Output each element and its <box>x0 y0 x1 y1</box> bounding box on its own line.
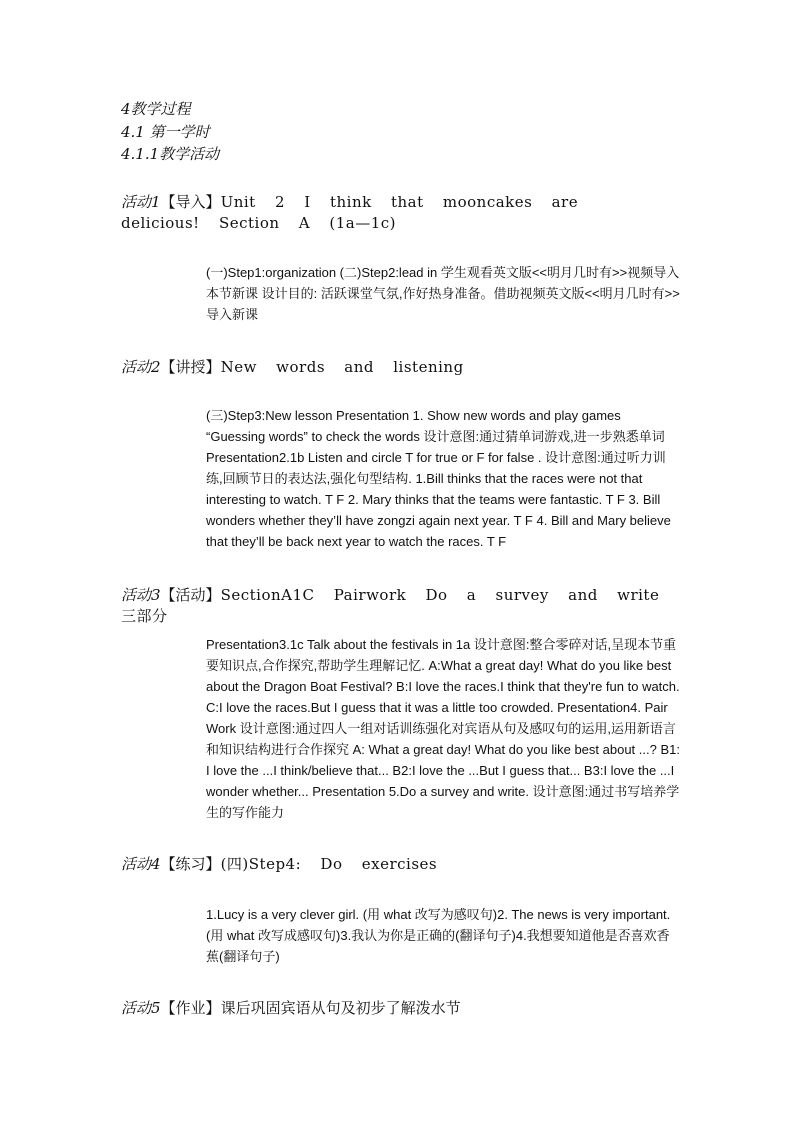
activity-5-heading <box>121 998 661 1019</box>
activity-tag: 【导入】 <box>160 193 221 211</box>
paragraph: (一)Step1:organization (二)Step2:lead in 学生观看英文版<<明月几时有>>视频导入本节新课 设计目的: 活跃课堂气氛,作好热身准备。借助视频英文版<<明月几时有>>导入新课 <box>206 265 680 322</box>
activity-3-heading <box>121 585 661 627</box>
paragraph: (三)Step3:New lesson Presentation 1. Show new words and play games “Guessing words” to check the words 设计意图:通过猜单词游戏,进一步熟悉单词 Presentation2.1b Listen and circle T for true or F for false . 设计意图:通过听力训练,回顾节日的表达法,强化句型结构. 1.Bill thinks that the races were not that interesting to watch. T F 2. Mary thinks that the teams were fantastic. T F 3. Bill wonders whether they’ll have zongzi again next year. T F 4. Bill and Mary believe that they’ll be back next year to watch the races. T F <box>206 408 671 549</box>
activity-4-body <box>206 904 680 967</box>
activity-4-heading <box>121 854 661 875</box>
activity-label: 活动5 <box>121 999 161 1017</box>
activity-tag: 【作业】 <box>160 999 221 1017</box>
activity-tag: 【讲授】 <box>160 358 221 376</box>
activity-title: Unit 2 I think that mooncakes are delicious! Section A (1a—1c) <box>121 193 579 232</box>
activity-1-body <box>206 262 680 325</box>
paragraph: Presentation3.1c Talk about the festivals in 1a 设计意图:整合零碎对话,呈现本节重要知识点,合作探究,帮助学生理解记忆. A:What a great day! What do you like best about the Dragon Boat Festival? B:I love the races.I think that they're fun to watch. C:I love the races.But I guess that it was a little too crowded. Presentation4. Pair Work 设计意图:通过四人一组对话训练强化对宾语从句及感叹句的运用,运用新语言和知识结构进行合作探究 A: What a great day! What do you like best about ...? B1: I love the ...I think/believe that... B2:I love the ...But I guess that... B3:I love the ...I wonder whether... Presentation 5.Do a survey and write. 设计意图:通过书写培养学生的写作能力 <box>206 637 680 820</box>
activity-label: 活动4 <box>121 855 161 873</box>
activity-1-heading <box>121 192 661 234</box>
activity-title: 课后巩固宾语从句及初步了解泼水节 <box>220 999 461 1017</box>
activity-2-heading <box>121 357 661 378</box>
activity-title: New words and listening <box>220 358 464 376</box>
subsection-heading: 4.1 第一学时 <box>121 123 210 141</box>
activity-title: SectionA1C Pairwork Do a survey and write 三部分 <box>121 586 660 625</box>
activity-tag: 【活动】 <box>160 586 221 604</box>
activity-title: (四)Step4: Do exercises <box>220 855 438 873</box>
subsubsection-heading: 4.1.1教学活动 <box>121 145 220 163</box>
activity-label: 活动3 <box>121 586 161 604</box>
activity-tag: 【练习】 <box>160 855 221 873</box>
activity-label: 活动2 <box>121 358 161 376</box>
activity-3-body <box>206 634 680 823</box>
activity-2-body <box>206 405 680 552</box>
section-heading: 4教学过程 <box>121 100 191 118</box>
paragraph: 1.Lucy is a very clever girl. (用 what 改写为感叹句)2. The news is very important. (用 what 改写成感叹句)3.我认为你是正确的(翻译句子)4.我想要知道他是否喜欢香蕉(翻译句子) <box>206 907 671 964</box>
activity-label: 活动1 <box>121 193 161 211</box>
